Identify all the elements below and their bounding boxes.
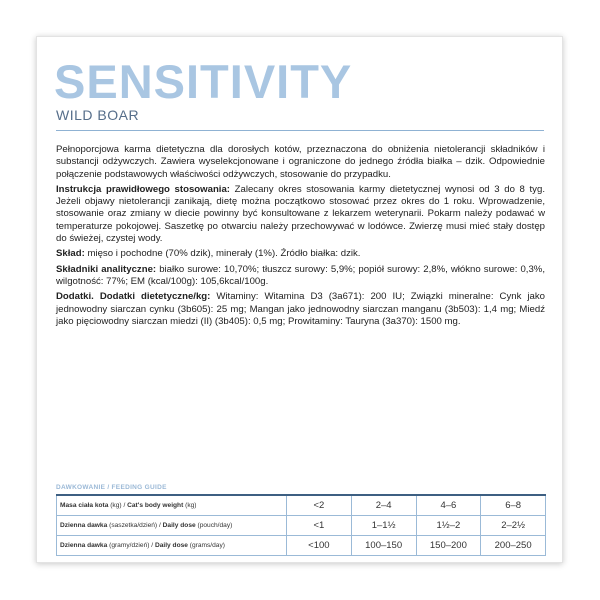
product-variant: WILD BOAR [56,107,140,123]
composition-text: mięso i pochodne (70% dzik), minerały (1%). Źródło białka: dzik. [87,248,361,260]
feeding-cell: 6–8 [481,495,546,516]
feeding-row-gram-dose [57,536,546,556]
feeding-guide-heading: DAWKOWANIE / FEEDING GUIDE [56,484,167,491]
additives-paragraph [56,291,545,328]
analytical-label: Składniki analityczne: [56,263,157,275]
feeding-row-label: Dzienna dawka (gramy/dzień) / Daily dose (grams/day) [57,536,287,556]
feeding-cell: 4–6 [416,495,481,516]
additives-text: Witaminy: Witamina D3 (3a671): 200 IU; Związki mineralne: Cynk jako jednowodny siarczan cynku (3b605): 25 mg; Mangan jako jednowodny siarczan manganu (3b503): 1,4 mg; Miedź jako pięciowodny siarczan miedzi (II) (3b405): 0,5 mg; Prowitaminy: Tauryna (3a370): 1500 mg. [56,291,545,327]
feeding-cell: 2–4 [351,495,416,516]
feeding-cell: <100 [287,536,352,556]
description-paragraph: Pełnoporcjowa karma dietetyczna dla dorosłych kotów, przeznaczona do obniżenia nietolerancji składników i substancji odżywczych. Zawiera wyselekcjonowane i ograniczone do jednego źródła białka – dzik. Odpowiednie połączenie podstawowych właściwości odżywczych, stosowanie do przypadku. [56,144,545,180]
instructions-paragraph [56,184,545,245]
feeding-cell: 1–1½ [351,516,416,536]
additives-label: Dodatki. Dodatki dietetyczne/kg: [56,291,211,303]
analytical-text: białko surowe: 10,70%; tłuszcz surowy: 5,9%; popiół surowy: 2,8%, włókno surowe: 0,3%, wilgotność: 77%; EM (kcal/100g): 105,6kcal/100g. [56,263,545,287]
product-label-card [36,36,563,563]
instructions-label: Instrukcja prawidłowego stosowania: [56,183,230,195]
feeding-cell: <1 [287,516,352,536]
title-divider [56,130,544,131]
feeding-row-pouch-dose [57,516,546,536]
composition-paragraph [56,248,545,260]
product-description-block [56,144,545,331]
feeding-cell: 150–200 [416,536,481,556]
feeding-cell: 2–2½ [481,516,546,536]
analytical-paragraph [56,264,545,289]
feeding-cell: 100–150 [351,536,416,556]
product-title: SENSITIVITY [54,55,353,108]
feeding-row-label: Masa ciała kota (kg) / Cat's body weight (kg) [57,495,287,516]
feeding-row-label: Dzienna dawka (saszetka/dzień) / Daily dose (pouch/day) [57,516,287,536]
feeding-guide-table [56,494,546,556]
feeding-row-body-weight [57,495,546,516]
instructions-text: Zalecany okres stosowania karmy dietetycznej wynosi od 3 do 8 tyg. Jeżeli objawy nietolerancji zanikają, dietę można początkowo stosować przez okres do 1 roku. Wprowadzenie, stosowanie oraz zmiany w diecie powinny być konsultowane z lekarzem weterynarii. Pokarm należy podawać w temperaturze pokojowej. Saszetkę po otwarciu należy przechowywać w lodówce. Zwierzę musi mieć stały dostęp do świeżej, czystej wody. [56,183,545,245]
feeding-cell: 1½–2 [416,516,481,536]
composition-label: Skład: [56,248,85,260]
feeding-cell: 200–250 [481,536,546,556]
feeding-cell: <2 [287,495,352,516]
